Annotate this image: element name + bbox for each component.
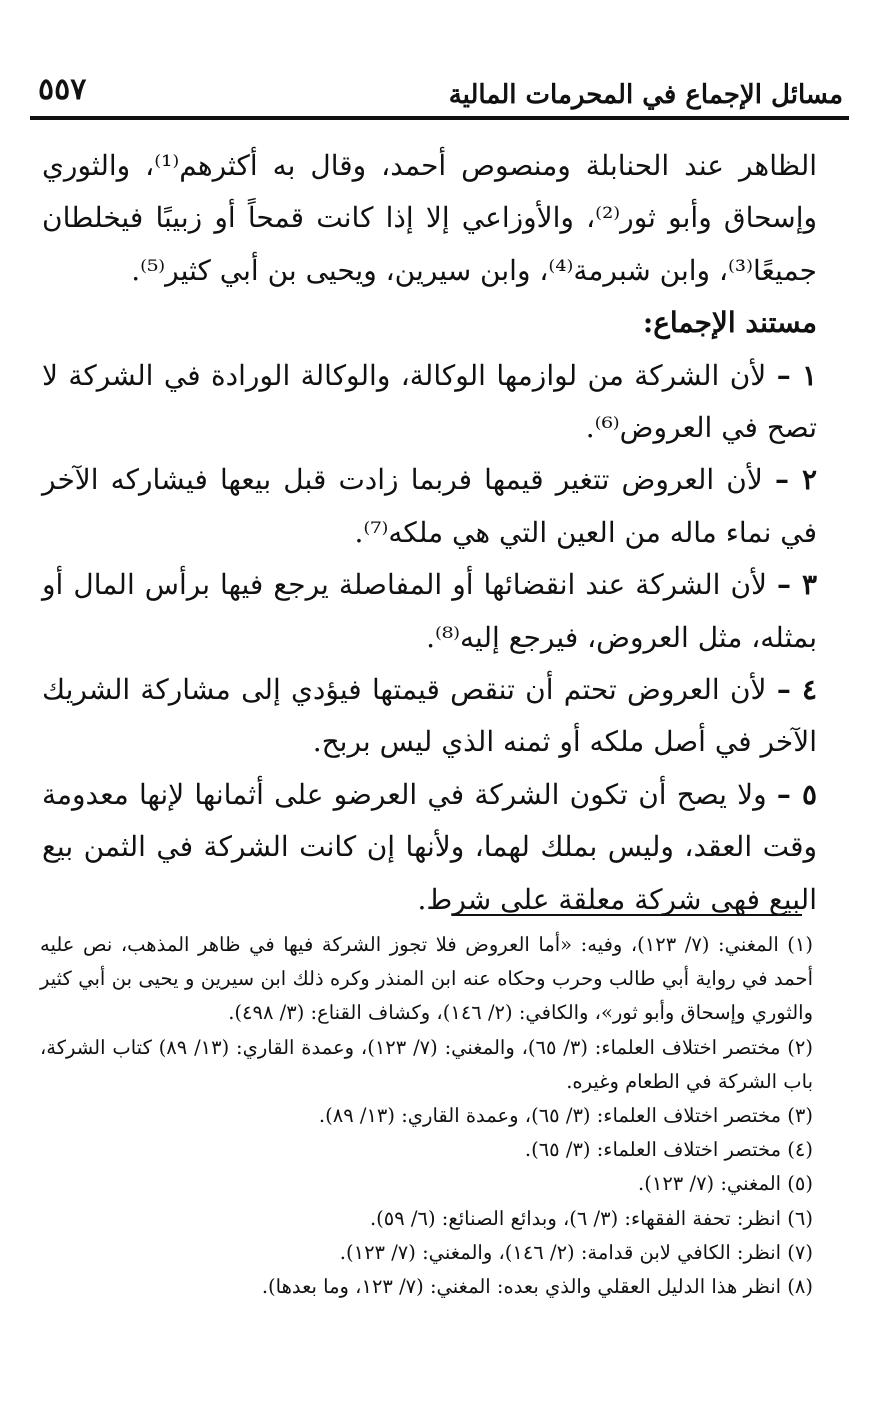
- item-text: لأن العروض تحتم أن تنقص قيمتها فيؤدي إلى مشاركة الشريك الآخر في أصل ملكه أو ثمنه الذي ليس بربح.: [42, 673, 817, 759]
- evidence-item-2: [42, 454, 817, 559]
- page-header: [30, 70, 849, 120]
- header-rule: [30, 116, 849, 120]
- item-number: ٤ –: [776, 673, 817, 707]
- evidence-item-3: [42, 559, 817, 664]
- item-number: ١ –: [776, 358, 818, 392]
- evidence-item-1: [42, 350, 817, 455]
- footnote-6: (٦) انظر: تحفة الفقهاء: (٣/ ٦)، وبدائع الصنائع: (٦/ ٥٩).: [369, 1206, 813, 1230]
- running-title: مسائل الإجماع في المحرمات المالية: [448, 80, 843, 110]
- opening-paragraph: الظاهر عند الحنابلة ومنصوص أحمد، وقال به أكثرهم⁽¹⁾، والثوري وإسحاق وأبو ثور⁽²⁾، والأوزاعي إلا إذا كانت قمحاً أو زبيبًا فيخلطان جميعًا⁽³⁾، وابن شبرمة⁽⁴⁾، وابن سيرين، ويحيى بن أبي كثير⁽⁵⁾.: [42, 149, 818, 287]
- item-number: ٥ –: [776, 777, 817, 811]
- footnote-8: (٨) انظر هذا الدليل العقلي والذي بعده: المغني: (٧/ ١٢٣، وما بعدها).: [261, 1275, 813, 1299]
- footnotes: [40, 928, 813, 1304]
- footnote-5: (٥) المغني: (٧/ ١٢٣).: [638, 1172, 813, 1196]
- footnote-3: (٣) مختصر اختلاف العلماء: (٣/ ٦٥)، وعمدة القاري: (١٣/ ٨٩).: [318, 1104, 813, 1128]
- main-text: [42, 140, 817, 926]
- item-number: ٢ –: [774, 463, 818, 497]
- footnote-7: (٧) انظر: الكافي لابن قدامة: (٢/ ١٤٦)، والمغني: (٧/ ١٢٣).: [339, 1240, 813, 1264]
- footnote-1: (١) المغني: (٧/ ١٢٣)، وفيه: «أما العروض فلا تجوز الشركة فيها في ظاهر المذهب، نص عليه أحمد في رواية أبي طالب وحرب وحكاه عنه ابن المنذر وكره ذلك ابن سيرين و يحيى بن أبي كثير والثوري وإسحاق وأبو ثور»، والكافي: (٢/ ١٤٦)، وكشاف القناع: (٣/ ٤٩٨).: [40, 933, 814, 1025]
- footnote-separator: [452, 914, 802, 916]
- item-text: لأن الشركة عند انقضائها أو المفاصلة يرجع فيها برأس المال أو بمثله، مثل العروض، فيرجع إليه⁽⁸⁾.: [42, 568, 817, 654]
- item-text: لأن العروض تتغير قيمها فربما زادت قبل بيعها فيشاركه الآخر في نماء ماله من العين التي هي ملكه⁽⁷⁾.: [42, 463, 817, 549]
- evidence-item-4: [42, 664, 817, 769]
- page-number: ٥٥٧: [38, 72, 87, 107]
- section-heading: مستند الإجماع:: [642, 306, 817, 340]
- footnote-2: (٢) مختصر اختلاف العلماء: (٣/ ٦٥)، والمغني: (٧/ ١٢٣)، وعمدة القاري: (١٣/ ٨٩) كتاب الشركة، باب الشركة في الطعام وغيره.: [40, 1035, 813, 1093]
- footnote-4: (٤) مختصر اختلاف العلماء: (٣/ ٦٥).: [524, 1138, 813, 1162]
- item-text: ولا يصح أن تكون الشركة في العرضو على أثمانها لإنها معدومة وقت العقد، وليس بملك لهما، ولأنها إن كانت الشركة في الثمن بيع البيع فهي شركة معلقة على شرط.: [42, 777, 817, 916]
- evidence-item-5: [42, 769, 817, 926]
- item-number: ٣ –: [777, 568, 817, 602]
- item-text: لأن الشركة من لوازمها الوكالة، والوكالة الورادة في الشركة لا تصح في العروض⁽⁶⁾.: [42, 358, 817, 445]
